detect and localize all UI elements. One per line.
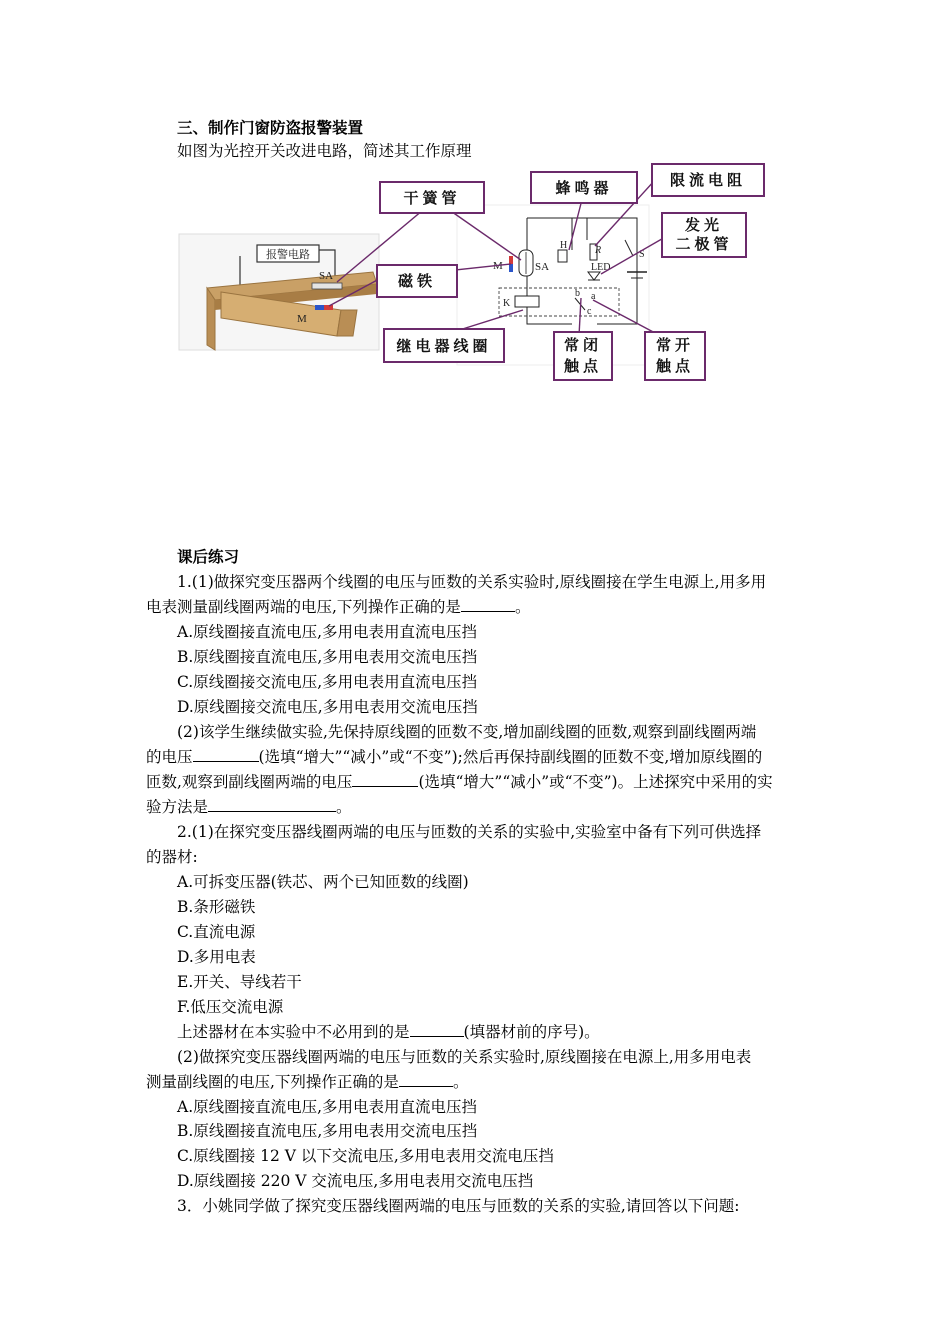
callout-no-line2: 触点 [655,357,694,375]
q2-line2: 的器材: [146,848,198,866]
photo-m-label: M [297,313,307,325]
q1-part2-line2 [146,747,762,767]
circuit-k-label: K [503,298,511,309]
q1-option-c: C.原线圈接交流电压,多用电表用直流电压挡 [177,673,478,691]
q1-line2-post: 。 [514,598,531,616]
q2-item-a: A.可拆变压器(铁芯、两个已知匝数的线圈) [177,873,469,891]
q1-part2-line1: (2)该学生继续做实验,先保持原线圈的匝数不变,增加副线圈的匝数,观察到副线圈两端 [177,723,757,741]
callout-no-line1: 常开 [655,336,694,354]
callout-buzzer: 蜂鸣器 [530,171,638,204]
circuit-a-label: a [591,291,596,302]
callout-nc-line2: 触点 [563,357,602,375]
callout-resistor: 限流电阻 [651,163,765,197]
q2-part1-last-pre: 上述器材在本实验中不必用到的是 [177,1023,410,1041]
q1-part2-line3 [146,772,773,792]
q1-part2-line4 [146,797,352,817]
answer-blank[interactable] [461,597,515,612]
answer-blank[interactable] [399,1072,453,1087]
q1-option-d: D.原线圈接交流电压,多用电表用交流电压挡 [177,698,478,716]
callout-nc-line1: 常闭 [563,336,602,354]
answer-blank[interactable] [208,797,336,812]
q3-line1: 3．小姚同学做了探究变压器线圈两端的电压与匝数的关系的实验,请回答以下问题: [177,1197,740,1215]
q2-option-d: D.原线圈接 220 V 交流电压,多用电表用交流电压挡 [177,1172,534,1190]
q2-option-c: C.原线圈接 12 V 以下交流电压,多用电表用交流电压挡 [177,1147,554,1165]
circuit-m-label: M [493,260,503,272]
q1-line1: 1.(1)做探究变压器两个线圈的电压与匝数的关系实验时,原线圈接在学生电源上,用多用 [177,573,767,591]
answer-blank[interactable] [193,747,259,762]
q1-line2-pre: 电表测量副线圈两端的电压,下列操作正确的是 [146,598,461,616]
circuit-h-label: H [560,240,568,251]
callout-led [661,212,747,258]
circuit-sa-label: SA [535,261,550,273]
answer-blank[interactable] [352,772,418,787]
callout-nc-contact [553,331,613,381]
circuit-led-label: LED [591,262,611,273]
q2-option-b: B.原线圈接直流电压,多用电表用交流电压挡 [177,1122,478,1140]
callout-magnet: 磁铁 [376,264,458,298]
q2-line1: 2.(1)在探究变压器线圈两端的电压与匝数的关系的实验中,实验室中备有下列可供选择 [177,823,762,841]
callout-led-line2: 二极管 [675,235,733,253]
photo-sa-label: SA [319,270,334,282]
q2-option-a: A.原线圈接直流电压,多用电表用直流电压挡 [177,1098,478,1116]
q2-part2-line2-post: 。 [452,1073,469,1091]
q2-part2-line2-pre: 测量副线圈的电压,下列操作正确的是 [146,1073,399,1091]
q1-part2-line2-post: (选填“增大”“减小”或“不变”);然后再保持副线圈的匝数不变,增加原线圈的 [258,748,763,766]
q1-option-b: B.原线圈接直流电压,多用电表用交流电压挡 [177,648,478,666]
callout-no-contact [644,331,706,381]
q2-part2-line1: (2)做探究变压器线圈两端的电压与匝数的关系实验时,原线圈接在电源上,用多用电表 [177,1048,752,1066]
q1-part2-line3-post: (选填“增大”“减小”或“不变”)。上述探究中采用的实 [418,773,773,791]
circuit-c-label: c [587,306,592,317]
alarm-figure [177,160,777,390]
q2-item-c: C.直流电源 [177,923,256,941]
circuit-b-label: b [575,288,580,299]
circuit-r-label: R [595,245,602,256]
circuit-s-label: S [639,249,645,260]
q1-part2-line2-pre: 的电压 [146,748,193,766]
photo-reed-switch [312,283,342,289]
q2-item-d: D.多用电表 [177,948,256,966]
callout-reed-switch: 干簧管 [379,181,485,214]
q2-item-f: F.低压交流电源 [177,998,284,1016]
q2-part2-line2 [146,1072,468,1092]
relay-coil [515,296,539,307]
answer-blank[interactable] [410,1022,464,1037]
q1-part2-line4-post: 。 [336,798,352,816]
q2-part1-last [177,1022,600,1042]
q1-part2-line4-pre: 验方法是 [146,798,209,816]
q2-part1-last-post: (填器材前的序号)。 [463,1023,600,1041]
circuit-buzzer [558,250,567,262]
q2-item-b: B.条形磁铁 [177,898,256,916]
callout-relay-coil: 继电器线圈 [383,328,505,363]
exercise-heading: 课后练习 [177,547,240,566]
callout-led-line1: 发光 [684,216,723,234]
q1-part2-line3-pre: 匝数,观察到副线圈两端的电压 [146,773,353,791]
section-title: 三、制作门窗防盗报警装置 [177,118,364,137]
q2-item-e: E.开关、导线若干 [177,973,302,991]
q1-line2 [146,597,530,617]
q1-option-a: A.原线圈接直流电压,多用电表用直流电压挡 [177,623,478,641]
alarm-box-label: 报警电路 [266,248,310,261]
section-subtitle: 如图为光控开关改进电路，简述其工作原理 [177,142,472,160]
